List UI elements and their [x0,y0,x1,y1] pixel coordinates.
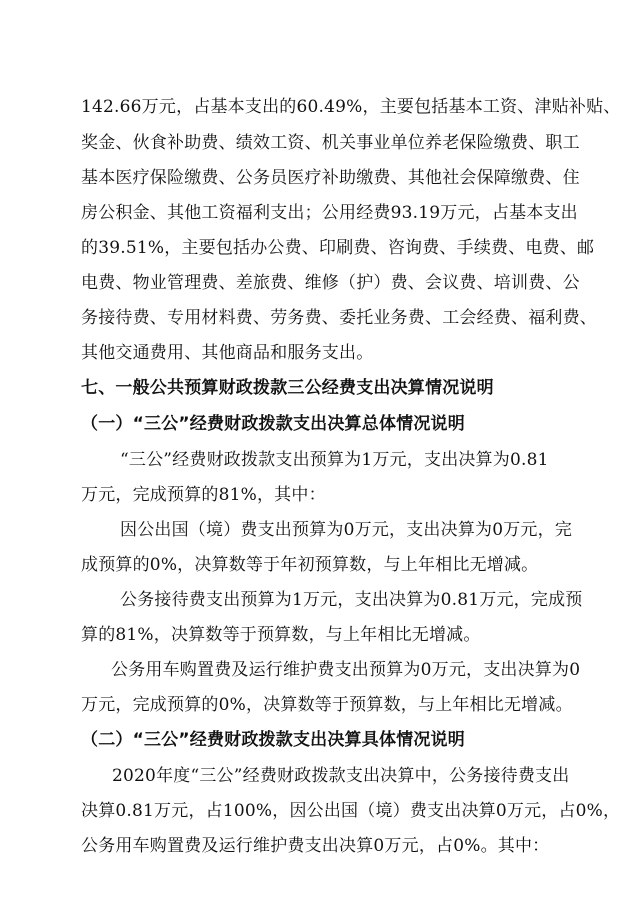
body-text-line: 成预算的0%，决算数等于年初预算数，与上年相比无增减。 [81,555,539,575]
body-text-line: 奖金、伙食补助费、绩效工资、机关事业单位养老保险缴费、职工 [81,133,580,153]
body-text-line: 电费、物业管理费、差旅费、维修（护）费、会议费、培训费、公 [81,273,580,293]
body-text-line: 其他交通费用、其他商品和服务支出。 [81,343,374,363]
body-text-line: 决算0.81万元，占100%，因公出国（境）费支出决算0万元，占0%， [81,801,621,821]
body-text-line: 万元，完成预算的81%，其中： [81,485,326,505]
body-text-line: 公务用车购置费及运行维护费支出决算0万元，占0%。其中： [81,836,550,856]
body-text-line: 公务用车购置费及运行维护费支出预算为0万元，支出决算为0 [111,660,581,680]
body-text-line: 的39.51%，主要包括办公费、印刷费、咨询费、手续费、电费、邮 [81,238,595,258]
body-text-line: 万元，完成预算的0%，决算数等于预算数，与上年相比无增减。 [81,695,573,715]
subsection-heading: （二）“三公”经费财政拨款支出决算具体情况说明 [81,730,465,750]
body-text-line: 务接待费、专用材料费、劳务费、委托业务费、工会经费、福利费、 [81,308,597,328]
body-text-line: 142.66万元，占基本支出的60.49%，主要包括基本工资、津贴补贴、 [81,97,621,117]
body-text-line: 因公出国（境）费支出预算为0万元，支出决算为0万元，完 [120,520,573,540]
subsection-heading: （一）“三公”经费财政拨款支出决算总体情况说明 [81,414,465,434]
body-text-line: “三公”经费财政拨款支出预算为1万元，支出决算为0.81 [120,450,549,470]
body-text-line: 房公积金、其他工资福利支出；公用经费93.19万元，占基本支出 [81,203,578,223]
body-text-line: 算的81%，决算数等于预算数，与上年相比无增减。 [81,625,481,645]
body-text-line: 基本医疗保险缴费、公务员医疗补助缴费、其他社会保障缴费、住 [81,168,580,188]
body-text-line: 2020年度“三公”经费财政拨款支出决算中，公务接待费支出 [112,766,570,786]
section-heading: 七、一般公共预算财政拨款三公经费支出决算情况说明 [81,378,494,398]
body-text-line: 公务接待费支出预算为1万元，支出决算为0.81万元，完成预 [120,590,583,610]
